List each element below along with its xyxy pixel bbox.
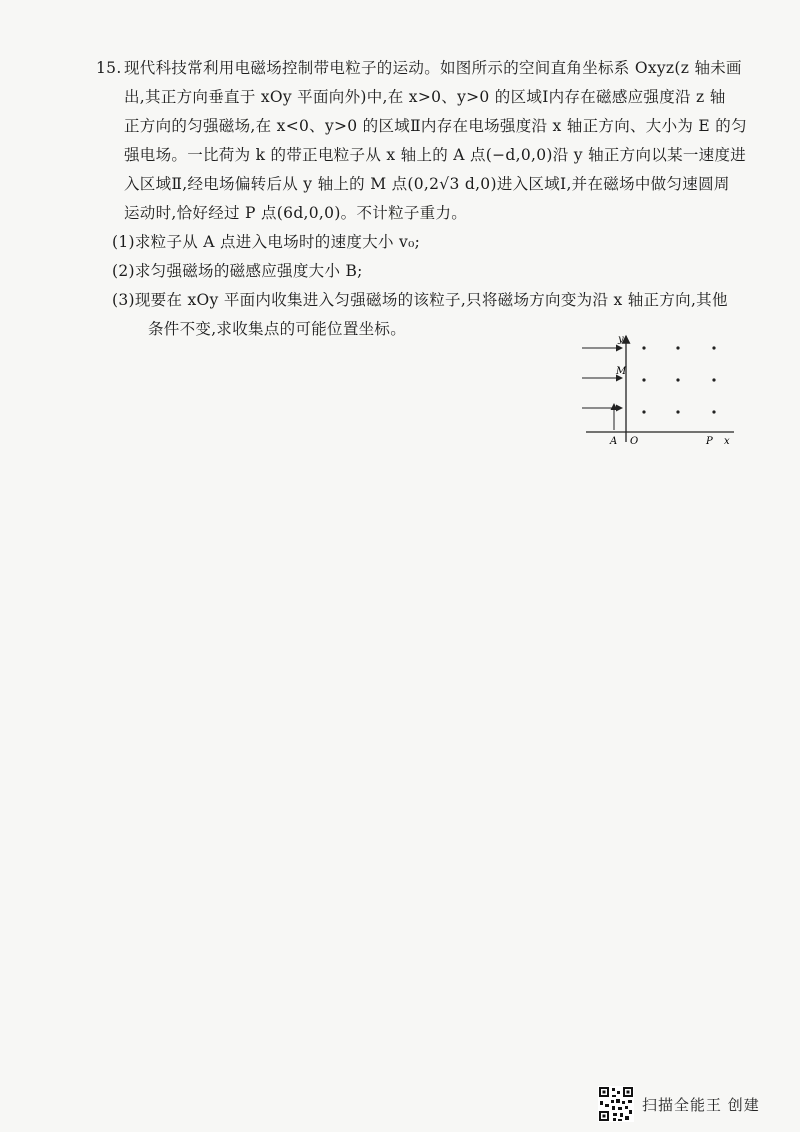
field-dot [676, 346, 679, 349]
problem-stem-line-4: 强电场。一比荷为 k 的带正电粒子从 x 轴上的 A 点(−d,0,0)沿 y 轴正方向以某一速度进 [124, 146, 747, 164]
sub-question-3: (3)现要在 xOy 平面内收集进入匀强磁场的该粒子,只将磁场方向变为沿 x 轴正方向,其他 [112, 291, 728, 309]
point-M-label: M [616, 366, 627, 377]
problem-15 [96, 54, 747, 344]
sub-question-3-continuation: 条件不变,求收集点的可能位置坐标。 [148, 320, 407, 338]
watermark-text: 扫描全能王 创建 [642, 1095, 760, 1114]
sub-question-2: (2)求匀强磁场的磁感应强度大小 B; [112, 262, 363, 280]
field-dot [712, 346, 715, 349]
stem-text-1: 现代科技常利用电磁场控制带电粒子的运动。如图所示的空间直角坐标系 Oxyz(z 轴未画 [124, 59, 742, 77]
field-dot [676, 378, 679, 381]
problem-number: 15. [96, 59, 122, 77]
problem-stem-line-3: 正方向的匀强磁场,在 x<0、y>0 的区域Ⅱ内存在电场强度沿 x 轴正方向、大小为 E 的匀 [124, 117, 747, 135]
scanner-watermark [598, 1086, 788, 1122]
field-dot [642, 346, 645, 349]
x-axis-label: x [724, 436, 730, 447]
problem-stem-line-6: 运动时,恰好经过 P 点(6d,0,0)。不计粒子重力。 [124, 204, 468, 222]
problem-stem-line-1 [96, 54, 742, 83]
y-axis-label: y [618, 334, 624, 345]
sub-question-1: (1)求粒子从 A 点进入电场时的速度大小 v₀; [112, 233, 421, 251]
problem-stem-line-2: 出,其正方向垂直于 xOy 平面向外)中,在 x>0、y>0 的区域Ⅰ内存在磁感应强度沿 z 轴 [124, 88, 726, 106]
point-P-label: P [706, 436, 713, 447]
field-dot [712, 378, 715, 381]
origin-O-label: O [630, 436, 639, 447]
field-dot [712, 410, 715, 413]
problem-stem-line-5: 入区域Ⅱ,经电场偏转后从 y 轴上的 M 点(0,2√3 d,0)进入区域Ⅰ,并在磁场中做匀速圆周 [124, 175, 730, 193]
field-dot [642, 410, 645, 413]
field-diagram-svg [578, 330, 738, 450]
qr-code-icon [598, 1086, 634, 1122]
field-dot [676, 410, 679, 413]
field-dot [642, 378, 645, 381]
point-A-label: A [610, 436, 618, 447]
field-diagram [578, 330, 738, 450]
